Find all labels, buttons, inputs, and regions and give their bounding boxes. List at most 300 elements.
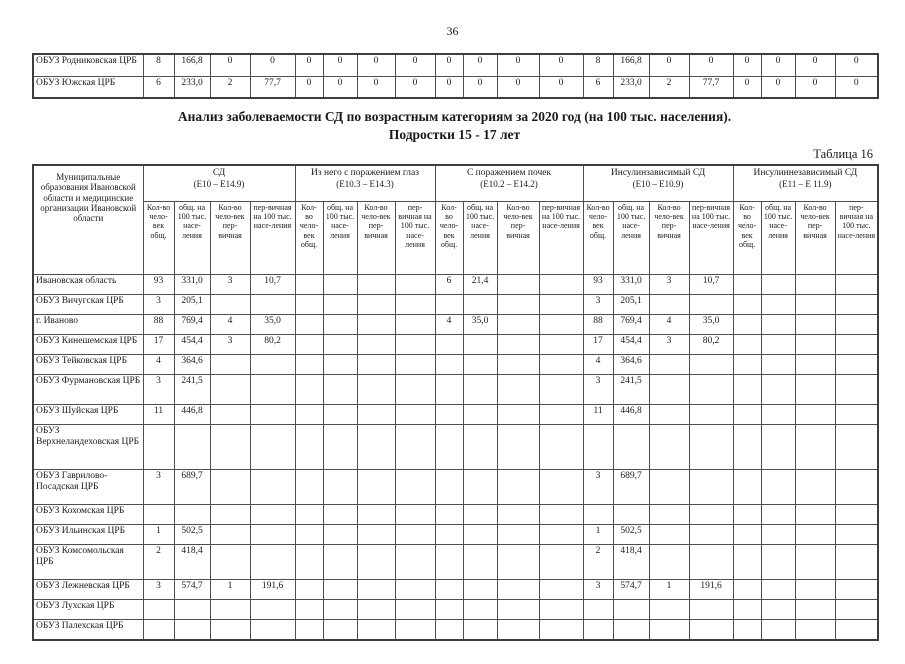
cell: 1 bbox=[583, 525, 613, 545]
cell bbox=[435, 425, 463, 470]
cell bbox=[210, 470, 250, 505]
previous-table-continuation bbox=[32, 53, 879, 99]
cell bbox=[689, 355, 733, 375]
cell bbox=[463, 525, 497, 545]
row-label: ОБУЗ Шуйская ЦРБ bbox=[33, 405, 143, 425]
table-row bbox=[33, 355, 878, 375]
cell bbox=[435, 600, 463, 620]
cell: 0 bbox=[395, 54, 435, 76]
cell: 77,7 bbox=[250, 76, 295, 98]
cell bbox=[323, 620, 357, 640]
table-row bbox=[33, 295, 878, 315]
cell bbox=[357, 620, 395, 640]
cell bbox=[497, 315, 539, 335]
cell bbox=[795, 295, 835, 315]
cell: 93 bbox=[583, 275, 613, 295]
cell bbox=[497, 405, 539, 425]
row-label: ОБУЗ Кинешемская ЦРБ bbox=[33, 335, 143, 355]
cell bbox=[583, 505, 613, 525]
page-number: 36 bbox=[446, 24, 459, 38]
cell: 0 bbox=[835, 54, 878, 76]
cell bbox=[463, 580, 497, 600]
cell bbox=[395, 405, 435, 425]
column-header: общ. на 100 тыс. насе-ления bbox=[761, 202, 795, 275]
cell bbox=[395, 545, 435, 580]
cell: 80,2 bbox=[689, 335, 733, 355]
cell bbox=[613, 425, 649, 470]
cell: 4 bbox=[210, 315, 250, 335]
cell bbox=[295, 525, 323, 545]
cell bbox=[323, 335, 357, 355]
cell bbox=[295, 355, 323, 375]
cell: 4 bbox=[649, 315, 689, 335]
table-row bbox=[33, 275, 878, 295]
cell bbox=[143, 620, 174, 640]
cell bbox=[761, 425, 795, 470]
cell bbox=[761, 505, 795, 525]
cell: 3 bbox=[649, 275, 689, 295]
column-header: общ. на 100 тыс. насе-ления bbox=[323, 202, 357, 275]
cell bbox=[733, 525, 761, 545]
cell bbox=[649, 600, 689, 620]
cell bbox=[795, 425, 835, 470]
cell bbox=[733, 580, 761, 600]
cell bbox=[795, 470, 835, 505]
table-row bbox=[33, 76, 878, 98]
cell bbox=[649, 375, 689, 405]
column-header: Кол-во чело-век общ. bbox=[295, 202, 323, 275]
cell bbox=[250, 295, 295, 315]
cell bbox=[835, 620, 878, 640]
cell bbox=[835, 600, 878, 620]
column-header: пер-вичная на 100 тыс. насе-ления bbox=[395, 202, 435, 275]
cell bbox=[435, 545, 463, 580]
cell bbox=[733, 295, 761, 315]
cell: 574,7 bbox=[613, 580, 649, 600]
group-header bbox=[733, 165, 878, 202]
cell: 418,4 bbox=[613, 545, 649, 580]
cell: 446,8 bbox=[174, 405, 210, 425]
cell bbox=[295, 375, 323, 405]
table-row bbox=[33, 600, 878, 620]
cell: 331,0 bbox=[174, 275, 210, 295]
cell bbox=[795, 545, 835, 580]
cell: 205,1 bbox=[613, 295, 649, 315]
cell bbox=[463, 425, 497, 470]
group-title: СД bbox=[212, 168, 226, 178]
cell: 0 bbox=[733, 76, 761, 98]
cell: 233,0 bbox=[613, 76, 649, 98]
cell: 4 bbox=[143, 355, 174, 375]
cell bbox=[835, 295, 878, 315]
cell: 0 bbox=[250, 54, 295, 76]
cell bbox=[795, 620, 835, 640]
cell: 3 bbox=[143, 295, 174, 315]
group-header bbox=[435, 165, 583, 202]
cell bbox=[835, 525, 878, 545]
cell bbox=[210, 425, 250, 470]
cell: 11 bbox=[583, 405, 613, 425]
cell bbox=[435, 335, 463, 355]
cell bbox=[143, 600, 174, 620]
cell bbox=[463, 620, 497, 640]
table-row bbox=[33, 505, 878, 525]
cell bbox=[357, 405, 395, 425]
cell: 0 bbox=[761, 54, 795, 76]
cell bbox=[795, 405, 835, 425]
cell bbox=[323, 545, 357, 580]
cell bbox=[835, 505, 878, 525]
cell bbox=[357, 375, 395, 405]
cell bbox=[323, 315, 357, 335]
cell bbox=[323, 375, 357, 405]
cell: 364,6 bbox=[613, 355, 649, 375]
cell bbox=[761, 355, 795, 375]
cell bbox=[497, 545, 539, 580]
column-header: пер-вичная на 100 тыс. насе-ления bbox=[539, 202, 583, 275]
cell bbox=[323, 505, 357, 525]
cell: 2 bbox=[210, 76, 250, 98]
cell: 0 bbox=[497, 76, 539, 98]
cell bbox=[539, 315, 583, 335]
cell bbox=[649, 425, 689, 470]
cell: 502,5 bbox=[174, 525, 210, 545]
column-header: пер-вичная на 100 тыс. насе-ления bbox=[689, 202, 733, 275]
cell: 574,7 bbox=[174, 580, 210, 600]
cell bbox=[395, 275, 435, 295]
cell: 3 bbox=[583, 375, 613, 405]
cell: 241,5 bbox=[174, 375, 210, 405]
cell bbox=[295, 295, 323, 315]
cell bbox=[795, 355, 835, 375]
cell: 446,8 bbox=[613, 405, 649, 425]
cell bbox=[689, 375, 733, 405]
cell: 454,4 bbox=[174, 335, 210, 355]
cell bbox=[733, 375, 761, 405]
cell bbox=[395, 355, 435, 375]
group-subtitle: (Е10 – Е10.9) bbox=[632, 178, 684, 189]
row-label: ОБУЗ Кохомская ЦРБ bbox=[33, 505, 143, 525]
cell bbox=[539, 505, 583, 525]
cell: 689,7 bbox=[613, 470, 649, 505]
cell bbox=[295, 545, 323, 580]
cell: 0 bbox=[835, 76, 878, 98]
cell: 502,5 bbox=[613, 525, 649, 545]
cell: 0 bbox=[497, 54, 539, 76]
cell bbox=[835, 545, 878, 580]
cell bbox=[323, 525, 357, 545]
cell bbox=[497, 275, 539, 295]
cell bbox=[435, 580, 463, 600]
cell bbox=[583, 600, 613, 620]
cell bbox=[323, 600, 357, 620]
cell bbox=[210, 405, 250, 425]
cell: 0 bbox=[463, 76, 497, 98]
column-header: Кол-во чело-век общ. bbox=[733, 202, 761, 275]
cell bbox=[295, 470, 323, 505]
cell bbox=[357, 295, 395, 315]
cell bbox=[497, 355, 539, 375]
table-row bbox=[33, 470, 878, 505]
column-header: Кол-во чело-век пер-вичная bbox=[497, 202, 539, 275]
cell bbox=[295, 600, 323, 620]
cell bbox=[395, 505, 435, 525]
cell bbox=[357, 545, 395, 580]
cell bbox=[435, 355, 463, 375]
cell bbox=[395, 295, 435, 315]
cell bbox=[689, 405, 733, 425]
cell: 233,0 bbox=[174, 76, 210, 98]
table-row bbox=[33, 315, 878, 335]
cell: 35,0 bbox=[250, 315, 295, 335]
cell: 0 bbox=[539, 76, 583, 98]
cell: 0 bbox=[795, 76, 835, 98]
cell: 4 bbox=[583, 355, 613, 375]
cell bbox=[689, 505, 733, 525]
cell bbox=[649, 525, 689, 545]
row-label: ОБУЗ Палехская ЦРБ bbox=[33, 620, 143, 640]
cell bbox=[174, 505, 210, 525]
cell bbox=[323, 405, 357, 425]
cell bbox=[795, 375, 835, 405]
cell bbox=[435, 470, 463, 505]
cell bbox=[539, 295, 583, 315]
cell bbox=[835, 375, 878, 405]
column-header: Кол-во чело-век пер-вичная bbox=[210, 202, 250, 275]
cell: 191,6 bbox=[250, 580, 295, 600]
cell bbox=[583, 425, 613, 470]
cell: 3 bbox=[143, 580, 174, 600]
cell bbox=[143, 505, 174, 525]
group-header bbox=[583, 165, 733, 202]
cell bbox=[463, 375, 497, 405]
cell: 3 bbox=[210, 335, 250, 355]
cell: 8 bbox=[143, 54, 174, 76]
cell: 2 bbox=[583, 545, 613, 580]
cell: 3 bbox=[143, 375, 174, 405]
cell: 454,4 bbox=[613, 335, 649, 355]
report-title: Анализ заболеваемости СД по возрастным категориям за 2020 год (на 100 тыс. населения). bbox=[177, 109, 732, 124]
cell bbox=[435, 620, 463, 640]
cell bbox=[250, 505, 295, 525]
cell: 1 bbox=[143, 525, 174, 545]
cell bbox=[323, 295, 357, 315]
cell bbox=[210, 295, 250, 315]
cell bbox=[795, 275, 835, 295]
cell bbox=[835, 315, 878, 335]
cell: 0 bbox=[733, 54, 761, 76]
cell bbox=[613, 620, 649, 640]
cell: 3 bbox=[649, 335, 689, 355]
cell bbox=[795, 525, 835, 545]
cell bbox=[649, 505, 689, 525]
cell bbox=[250, 355, 295, 375]
cell bbox=[395, 375, 435, 405]
cell bbox=[357, 505, 395, 525]
row-label: ОБУЗ Верхнеландеховская ЦРБ bbox=[33, 425, 143, 470]
cell bbox=[835, 470, 878, 505]
group-header bbox=[143, 165, 295, 202]
cell: 3 bbox=[583, 295, 613, 315]
cell: 364,6 bbox=[174, 355, 210, 375]
table-row bbox=[33, 580, 878, 600]
cell bbox=[733, 620, 761, 640]
column-header: общ. на 100 тыс. насе-ления bbox=[613, 202, 649, 275]
cell bbox=[539, 275, 583, 295]
cell bbox=[174, 620, 210, 640]
cell: 8 bbox=[583, 54, 613, 76]
cell: 241,5 bbox=[613, 375, 649, 405]
cell bbox=[250, 375, 295, 405]
cell: 0 bbox=[295, 76, 323, 98]
cell bbox=[497, 580, 539, 600]
cell bbox=[761, 295, 795, 315]
cell: 3 bbox=[143, 470, 174, 505]
cell bbox=[463, 295, 497, 315]
cell bbox=[295, 505, 323, 525]
column-header: общ. на 100 тыс. насе-ления bbox=[463, 202, 497, 275]
cell bbox=[761, 405, 795, 425]
cell bbox=[395, 525, 435, 545]
group-subtitle: (Е10.2 – Е14.2) bbox=[480, 178, 538, 189]
cell: 0 bbox=[210, 54, 250, 76]
row-label: ОБУЗ Родниковская ЦРБ bbox=[33, 54, 143, 76]
cell bbox=[733, 405, 761, 425]
cell: 0 bbox=[435, 76, 463, 98]
cell: 35,0 bbox=[463, 315, 497, 335]
cell: 3 bbox=[210, 275, 250, 295]
group-title: Инсулиннезависимый СД bbox=[753, 168, 858, 178]
cell bbox=[250, 525, 295, 545]
cell bbox=[497, 470, 539, 505]
cell: 0 bbox=[463, 54, 497, 76]
row-label: ОБУЗ Фурмановская ЦРБ bbox=[33, 375, 143, 405]
cell bbox=[733, 545, 761, 580]
group-title: С поражением почек bbox=[466, 168, 552, 178]
row-label: ОБУЗ Южская ЦРБ bbox=[33, 76, 143, 98]
cell bbox=[761, 470, 795, 505]
cell bbox=[795, 335, 835, 355]
column-header: пер-вичная на 100 тыс. насе-ления bbox=[250, 202, 295, 275]
cell bbox=[497, 375, 539, 405]
cell bbox=[463, 405, 497, 425]
cell: 689,7 bbox=[174, 470, 210, 505]
column-header: Кол-во чело-век общ. bbox=[583, 202, 613, 275]
cell bbox=[761, 275, 795, 295]
cell bbox=[435, 505, 463, 525]
cell bbox=[357, 275, 395, 295]
cell: 3 bbox=[583, 470, 613, 505]
cell: 80,2 bbox=[250, 335, 295, 355]
cell bbox=[210, 355, 250, 375]
row-label: ОБУЗ Лухская ЦРБ bbox=[33, 600, 143, 620]
cell: 1 bbox=[649, 580, 689, 600]
cell: 0 bbox=[689, 54, 733, 76]
cell bbox=[250, 620, 295, 640]
cell: 17 bbox=[583, 335, 613, 355]
main-table-header bbox=[33, 165, 878, 275]
table-row bbox=[33, 54, 878, 76]
cell bbox=[497, 600, 539, 620]
cell bbox=[395, 425, 435, 470]
cell: 35,0 bbox=[689, 315, 733, 335]
row-label: ОБУЗ Вичугская ЦРБ bbox=[33, 295, 143, 315]
cell bbox=[250, 545, 295, 580]
header-group-row bbox=[33, 165, 878, 202]
cell bbox=[649, 355, 689, 375]
cell bbox=[583, 620, 613, 640]
cell bbox=[649, 620, 689, 640]
cell bbox=[295, 335, 323, 355]
cell: 166,8 bbox=[174, 54, 210, 76]
cell bbox=[649, 470, 689, 505]
group-title: Инсулинзависимый СД bbox=[610, 168, 706, 178]
cell bbox=[613, 600, 649, 620]
cell bbox=[323, 355, 357, 375]
cell bbox=[539, 545, 583, 580]
table-row bbox=[33, 425, 878, 470]
cell bbox=[689, 600, 733, 620]
cell bbox=[435, 295, 463, 315]
cell bbox=[295, 580, 323, 600]
cell: 21,4 bbox=[463, 275, 497, 295]
cell bbox=[649, 545, 689, 580]
cell: 0 bbox=[395, 76, 435, 98]
cell bbox=[761, 620, 795, 640]
cell bbox=[539, 375, 583, 405]
corner-header: Муниципальные образования Ивановской области и медицинские организации Ивановской области bbox=[33, 165, 143, 275]
cell bbox=[357, 315, 395, 335]
cell: 331,0 bbox=[613, 275, 649, 295]
cell: 0 bbox=[295, 54, 323, 76]
cell bbox=[323, 580, 357, 600]
cell bbox=[250, 600, 295, 620]
group-title: Из него с поражением глаз bbox=[311, 168, 420, 178]
cell bbox=[395, 335, 435, 355]
cell bbox=[250, 425, 295, 470]
cell: 6 bbox=[583, 76, 613, 98]
cell: 2 bbox=[649, 76, 689, 98]
cell bbox=[733, 355, 761, 375]
cell bbox=[143, 425, 174, 470]
cell bbox=[463, 545, 497, 580]
cell bbox=[733, 470, 761, 505]
cell bbox=[733, 275, 761, 295]
cell bbox=[733, 600, 761, 620]
cell bbox=[835, 355, 878, 375]
cell bbox=[539, 335, 583, 355]
cell bbox=[174, 425, 210, 470]
cell: 166,8 bbox=[613, 54, 649, 76]
cell: 4 bbox=[435, 315, 463, 335]
cell bbox=[250, 405, 295, 425]
cell bbox=[649, 405, 689, 425]
cell bbox=[295, 405, 323, 425]
cell bbox=[539, 580, 583, 600]
cell bbox=[210, 600, 250, 620]
cell: 0 bbox=[323, 76, 357, 98]
cell: 77,7 bbox=[689, 76, 733, 98]
cell: 93 bbox=[143, 275, 174, 295]
cell: 2 bbox=[143, 545, 174, 580]
cell: 11 bbox=[143, 405, 174, 425]
cell bbox=[357, 470, 395, 505]
cell bbox=[323, 470, 357, 505]
cell: 1 bbox=[210, 580, 250, 600]
cell bbox=[539, 600, 583, 620]
cell bbox=[835, 335, 878, 355]
cell bbox=[463, 505, 497, 525]
